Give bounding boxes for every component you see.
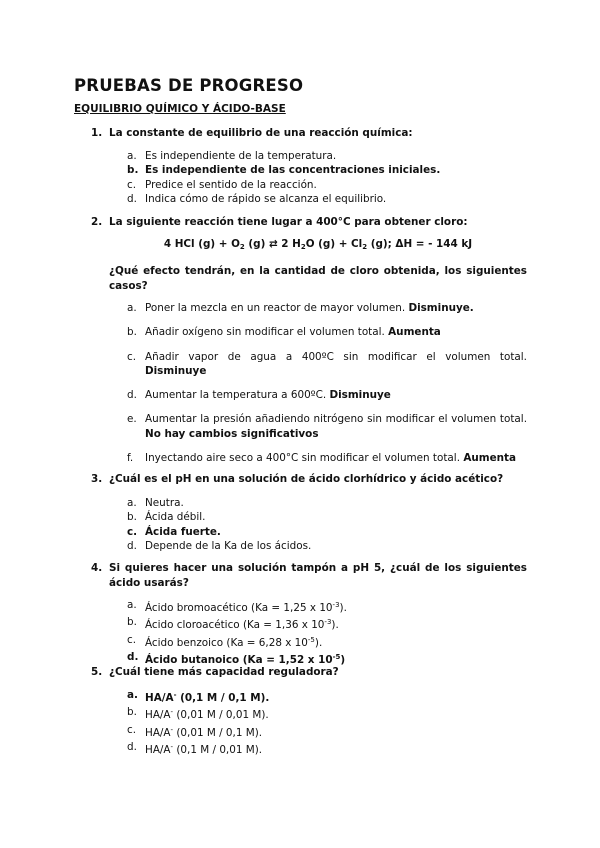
option-a (127, 496, 527, 510)
option-exponent: - (173, 691, 177, 699)
question-number: 1. (91, 127, 103, 139)
question-text: La constante de equilibrio de una reacción química: (109, 127, 413, 139)
question-5 (91, 665, 527, 680)
option-answer: Disminuye. (408, 302, 474, 314)
option-text-end: ). (339, 602, 347, 614)
question-text: ¿Qué efecto tendrán, en la cantidad de cloro obtenida, los siguientes casos? (109, 265, 527, 292)
option-b (127, 615, 527, 632)
option-letter: a. (127, 150, 137, 162)
option-text: Poner la mezcla en un reactor de mayor volumen. (145, 302, 406, 314)
option-text: HA/A (145, 692, 174, 704)
option-text-end: (0,01 M / 0,1 M). (173, 726, 263, 739)
equation-part: 4 HCl (g) + O (163, 238, 240, 250)
option-text: Depende de la Ka de los ácidos. (145, 539, 312, 552)
option-e (127, 412, 527, 441)
option-c (127, 178, 527, 192)
option-text: Ácido bromoacético (Ka = 1,25 x 10 (145, 602, 333, 614)
option-exponent: - (170, 708, 174, 717)
question-text: La siguiente reacción tiene lugar a 400°C para obtener cloro: (109, 216, 468, 228)
question-2-options (127, 301, 527, 465)
question-number: 5. (91, 666, 103, 678)
option-c (127, 633, 527, 650)
option-b (127, 510, 527, 524)
option-c (127, 723, 527, 740)
option-d (127, 388, 527, 402)
option-text-end: ). (331, 619, 339, 632)
option-text: Indica cómo de rápido se alcanza el equilibrio. (145, 192, 387, 205)
option-text: Ácido cloroacético (Ka = 1,36 x 10 (145, 619, 325, 632)
option-answer: Disminuye (145, 364, 207, 377)
question-3-options (127, 496, 527, 553)
option-text-end: (0,1 M / 0,1 M). (176, 692, 270, 704)
option-b (127, 325, 527, 339)
option-d (127, 539, 527, 553)
option-letter: b. (127, 326, 137, 339)
option-d (127, 192, 527, 206)
option-text: Es independiente de la temperatura. (145, 150, 337, 162)
option-exponent: -3 (324, 618, 332, 627)
option-a (127, 598, 527, 615)
option-text-end: ). (314, 636, 323, 649)
question-text: ¿Cuál es el pH en una solución de ácido clorhídrico y ácido acético? (109, 473, 504, 485)
question-text: Si quieres hacer una solución tampón a pH 5, ¿cuál de los siguientes ácido usarás? (109, 562, 527, 589)
option-letter: d. (127, 650, 139, 663)
equation-part: O (g) + Cl (305, 238, 363, 250)
option-answer: Aumenta (463, 452, 517, 465)
option-text: Neutra. (145, 497, 184, 509)
question-1 (91, 126, 527, 141)
equation-subscript: 2 (300, 243, 306, 251)
question-2-prompt (91, 264, 527, 293)
option-text: Añadir vapor de agua a 400ºC sin modificar el volumen total. (145, 350, 527, 363)
option-c (127, 350, 527, 379)
question-4 (91, 561, 527, 590)
option-f (127, 451, 527, 465)
option-b-correct (127, 163, 527, 177)
option-a (127, 149, 527, 163)
question-text: ¿Cuál tiene más capacidad reguladora? (109, 666, 339, 678)
option-text: Inyectando aire seco a 400°C sin modificar el volumen total. (145, 452, 460, 465)
option-exponent: -3 (332, 601, 340, 609)
chemical-equation (109, 238, 527, 251)
option-letter: c. (127, 178, 137, 191)
option-text: Es independiente de las concentraciones iniciales. (145, 164, 441, 177)
option-d (127, 740, 527, 757)
option-text-end: (0,1 M / 0,01 M). (173, 743, 263, 756)
option-text-end: ) (340, 653, 346, 666)
option-letter: c. (127, 633, 137, 646)
option-text-end: (0,01 M / 0,01 M). (173, 709, 269, 722)
option-letter: a. (127, 689, 138, 701)
option-text: Aumentar la temperatura a 600ºC. (145, 389, 327, 402)
option-letter: c. (127, 723, 137, 736)
option-exponent: -5 (332, 652, 341, 661)
question-4-options (127, 598, 527, 667)
equation-subscript: 2 (362, 243, 368, 251)
option-letter: d. (127, 389, 137, 402)
option-letter: e. (127, 413, 137, 426)
option-answer: Disminuye (329, 389, 391, 402)
option-c-correct (127, 525, 527, 539)
option-text: HA/A (145, 743, 171, 756)
question-5-options (127, 688, 527, 757)
option-text: Ácida fuerte. (145, 525, 221, 538)
page-title: PRUEBAS DE PROGRESO (74, 76, 304, 95)
option-answer: No hay cambios significativos (145, 427, 319, 440)
option-b (127, 705, 527, 722)
question-number: 4. (91, 562, 103, 574)
option-letter: a. (127, 497, 137, 509)
question-2 (91, 215, 527, 230)
question-number: 3. (91, 473, 103, 485)
option-a (127, 301, 527, 315)
option-letter: a. (127, 302, 137, 314)
section-heading: EQUILIBRIO QUÍMICO Y ÁCIDO-BASE (74, 103, 286, 115)
option-letter: d. (127, 740, 137, 753)
option-text: Aumentar la presión añadiendo nitrógeno sin modificar el volumen total. (145, 413, 527, 426)
option-letter: b. (127, 616, 137, 629)
equation-subscript: 2 (239, 243, 245, 251)
option-text: Ácido benzoico (Ka = 6,28 x 10 (145, 636, 308, 649)
question-3 (91, 472, 527, 487)
option-exponent: - (170, 742, 174, 751)
option-text: Añadir oxígeno sin modificar el volumen total. (145, 326, 385, 339)
question-1-options (127, 149, 527, 206)
option-text: Predice el sentido de la reacción. (145, 178, 317, 191)
option-text: Ácida débil. (145, 511, 206, 524)
option-letter: c. (127, 525, 138, 538)
option-text: HA/A (145, 709, 171, 722)
equation-part: (g); ΔH = - 144 kJ (367, 238, 473, 250)
option-text: Ácido butanoico (Ka = 1,52 x 10 (145, 653, 333, 666)
option-exponent: -5 (307, 635, 315, 644)
option-letter: f. (127, 452, 134, 465)
option-letter: d. (127, 539, 137, 552)
option-a-correct (127, 688, 527, 705)
option-answer: Aumenta (388, 326, 441, 339)
option-letter: d. (127, 192, 137, 205)
option-letter: b. (127, 706, 137, 719)
question-number: 2. (91, 216, 103, 228)
option-exponent: - (170, 725, 174, 734)
option-letter: b. (127, 511, 137, 524)
option-letter: a. (127, 599, 137, 611)
option-text: HA/A (145, 726, 171, 739)
equation-part: (g) ⇄ 2 H (244, 238, 301, 250)
option-letter: c. (127, 350, 137, 363)
option-letter: b. (127, 164, 139, 177)
